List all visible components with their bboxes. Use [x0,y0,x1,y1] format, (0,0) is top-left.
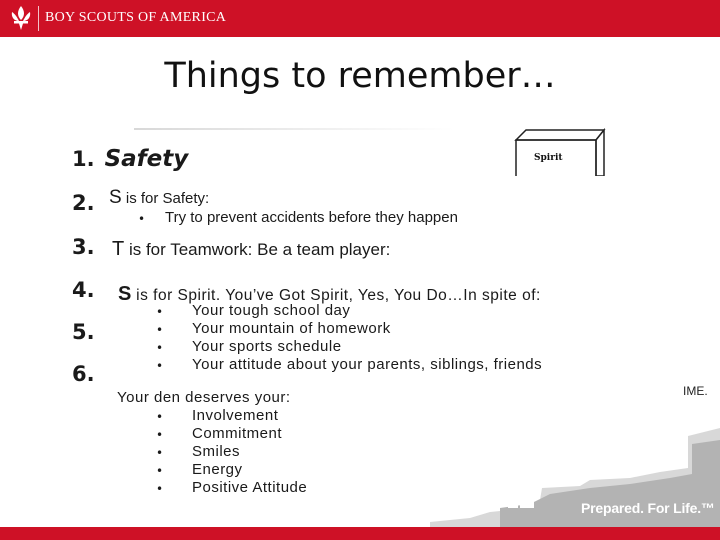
bullet-icon: • [138,212,146,226]
bullet-icon: • [156,305,164,319]
safety-bullet-text: Try to prevent accidents before they happen [165,209,458,226]
den-item: Involvement [192,407,279,424]
den-item: Energy [192,461,243,478]
bullet-icon: • [156,359,164,373]
decorative-divider [134,128,454,130]
safety-heading [109,187,209,209]
list-number: 1. [72,147,95,171]
bullet-icon: • [156,341,164,355]
den-heading: Your den deserves your: [117,389,291,406]
safety-text: is for Safety: [121,190,210,207]
list-number: 2. [72,191,95,215]
list-item [72,146,188,172]
spirit-item: Your tough school day [192,302,351,319]
tagline: Prepared. For Life.™ [581,500,715,516]
bsa-emblem-icon [8,4,34,32]
den-item: Smiles [192,443,241,460]
bullet-icon: • [156,464,164,478]
safety-letter: S [109,187,122,208]
bullet-icon: • [156,410,164,424]
teamwork-letter: T [112,238,125,260]
spirit-box-icon [512,126,608,176]
brand-name: BOY SCOUTS OF AMERICA [45,10,227,25]
bullet-icon: • [156,428,164,442]
teamwork-heading [112,238,390,261]
list-number: 5. [72,320,95,344]
partial-text: IME. [683,384,708,398]
den-item: Commitment [192,425,283,442]
spirit-text: is for Spirit. You’ve Got Spirit, Yes, You Do…In spite of: [131,287,541,304]
spirit-item: Your sports schedule [192,338,342,355]
page-title: Things to remember… [164,56,556,96]
list-number: 3. [72,235,95,259]
bullet-icon: • [156,446,164,460]
item-label-safety: Safety [104,146,189,172]
header-bar [0,0,720,37]
bullet-icon: • [156,323,164,337]
list-number: 6. [72,362,95,386]
bullet-icon: • [156,482,164,496]
den-item: Positive Attitude [192,479,308,496]
spirit-item: Your mountain of homework [192,320,391,337]
spirit-letter: S [118,283,132,305]
footer-bar [0,527,720,540]
teamwork-text: is for Teamwork: Be a team player: [124,240,391,259]
header-divider [38,6,39,31]
spirit-box-label: Spirit [534,153,563,163]
list-number: 4. [72,278,95,302]
spirit-item: Your attitude about your parents, siblings, friends [192,356,543,373]
